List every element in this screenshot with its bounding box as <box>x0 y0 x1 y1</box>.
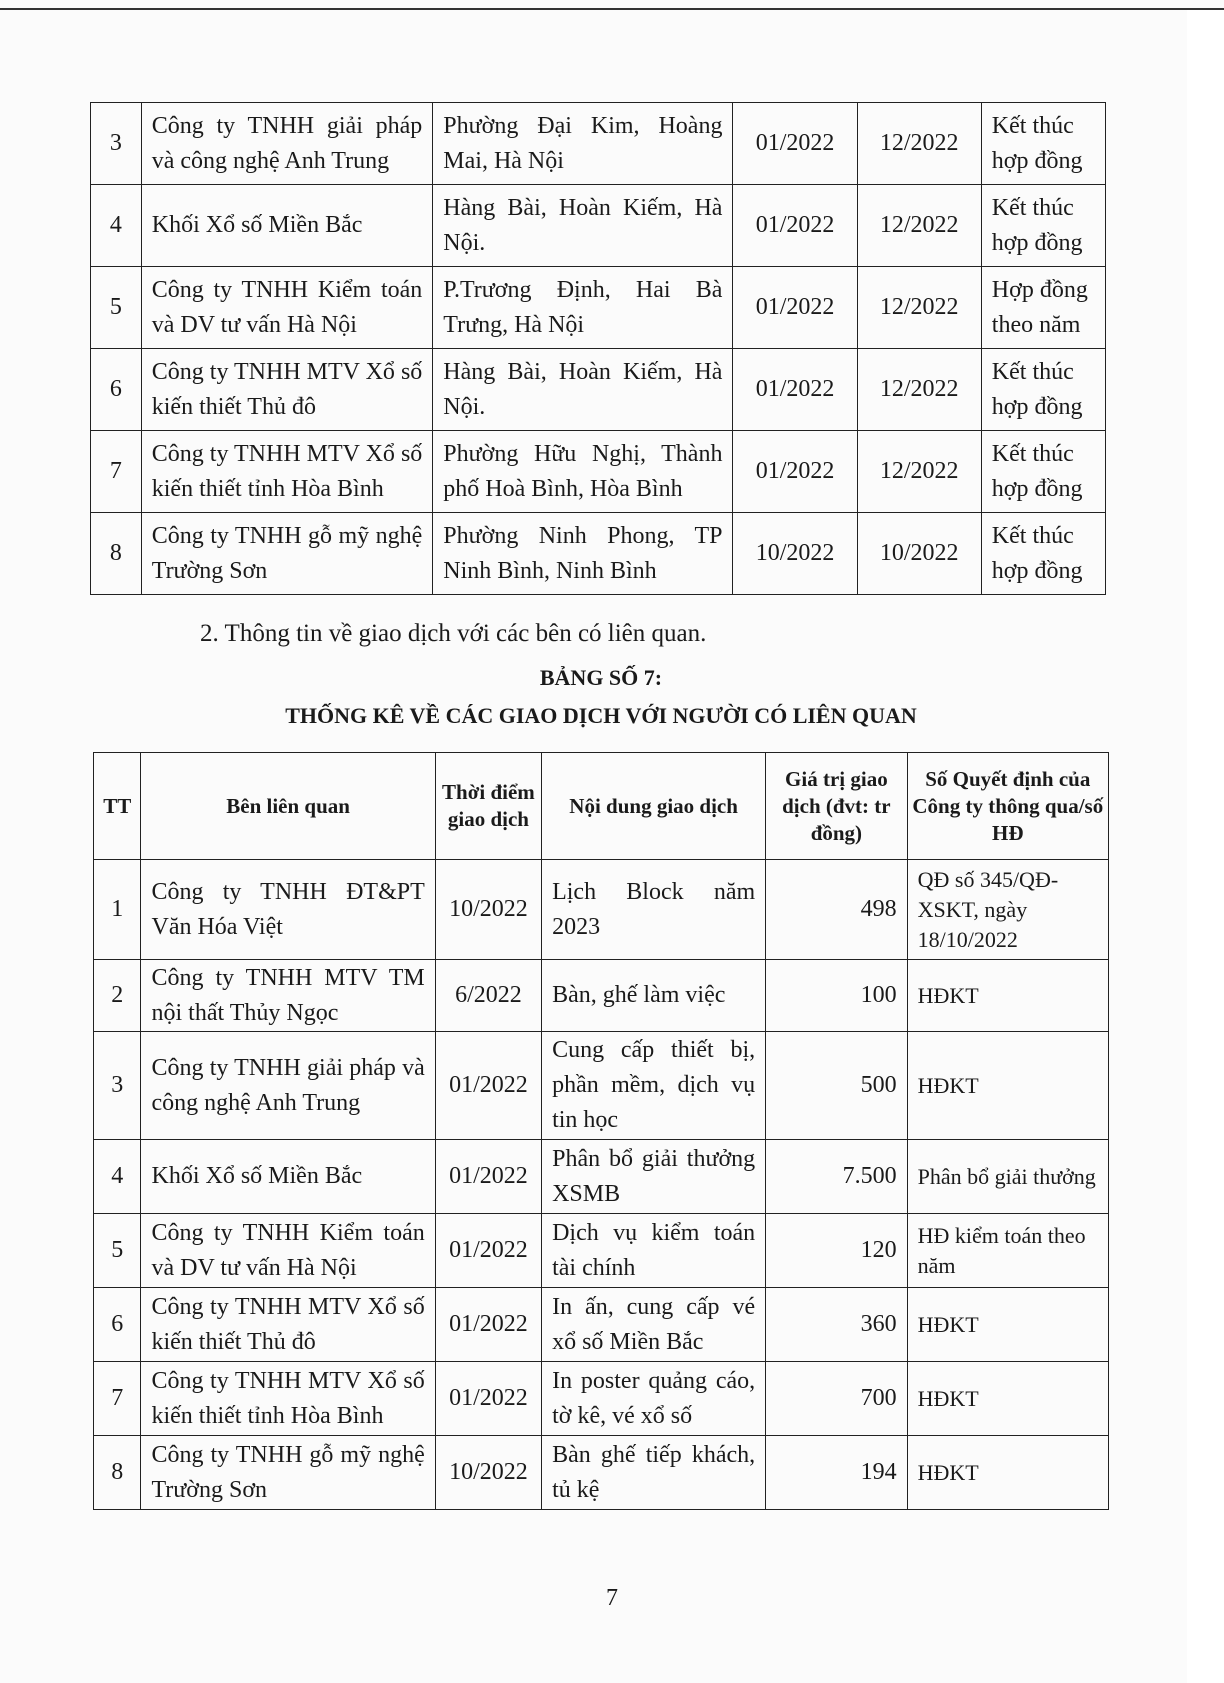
row-number: 8 <box>91 513 142 595</box>
status-note: Kết thúc hợp đồng <box>981 513 1105 595</box>
company-address: Phường Hữu Nghị, Thành phố Hoà Bình, Hòa Bình <box>433 431 733 513</box>
table-title: THỐNG KÊ VỀ CÁC GIAO DỊCH VỚI NGƯỜI CÓ LIÊN QUAN <box>285 703 917 728</box>
row-number: 7 <box>91 431 142 513</box>
related-party: Công ty TNHH MTV Xổ số kiến thiết tỉnh Hòa Bình <box>141 1362 435 1436</box>
table-row <box>94 960 1109 1032</box>
table-row <box>91 349 1106 431</box>
transaction-value: 100 <box>766 960 907 1032</box>
transaction-time: 01/2022 <box>435 1214 541 1288</box>
transaction-time: 01/2022 <box>435 1288 541 1362</box>
related-party: Công ty TNHH gỗ mỹ nghệ Trường Sơn <box>141 1436 435 1510</box>
company-name: Công ty TNHH giải pháp và công nghệ Anh Trung <box>141 103 433 185</box>
end-date: 12/2022 <box>857 431 981 513</box>
table-row <box>94 1214 1109 1288</box>
company-name: Công ty TNHH Kiểm toán và DV tư vấn Hà Nội <box>141 267 433 349</box>
transaction-value: 360 <box>766 1288 907 1362</box>
transaction-value: 500 <box>766 1032 907 1140</box>
table-row <box>91 267 1106 349</box>
page-number: 7 <box>606 1585 618 1611</box>
table-row <box>94 1436 1109 1510</box>
company-address: Phường Ninh Phong, TP Ninh Bình, Ninh Bình <box>433 513 733 595</box>
transaction-value: 120 <box>766 1214 907 1288</box>
related-party-transactions-table <box>93 752 1109 1510</box>
table-row <box>94 1032 1109 1140</box>
status-note: Hợp đồng theo năm <box>981 267 1105 349</box>
transaction-time: 10/2022 <box>435 860 541 960</box>
transaction-time: 6/2022 <box>435 960 541 1032</box>
row-number: 3 <box>91 103 142 185</box>
end-date: 12/2022 <box>857 185 981 267</box>
table-label: BẢNG SỐ 7: <box>539 665 663 690</box>
decision-ref: Phân bổ giải thưởng <box>907 1140 1108 1214</box>
transaction-content: Bàn, ghế làm việc <box>542 960 766 1032</box>
table-row <box>94 1362 1109 1436</box>
row-number: 6 <box>91 349 142 431</box>
start-date: 01/2022 <box>733 267 857 349</box>
transaction-content: Dịch vụ kiểm toán tài chính <box>542 1214 766 1288</box>
start-date: 01/2022 <box>733 431 857 513</box>
row-number: 6 <box>94 1288 141 1362</box>
row-number: 8 <box>94 1436 141 1510</box>
header-no: TT <box>94 753 141 860</box>
scan-edge <box>1187 10 1224 1683</box>
related-party: Công ty TNHH Kiểm toán và DV tư vấn Hà Nội <box>141 1214 435 1288</box>
row-number: 7 <box>94 1362 141 1436</box>
decision-ref: HĐKT <box>907 1288 1108 1362</box>
end-date: 12/2022 <box>857 267 981 349</box>
transaction-value: 7.500 <box>766 1140 907 1214</box>
related-party: Công ty TNHH MTV TM nội thất Thủy Ngọc <box>141 960 435 1032</box>
row-number: 4 <box>94 1140 141 1214</box>
start-date: 10/2022 <box>733 513 857 595</box>
transaction-content: In ấn, cung cấp vé xổ số Miền Bắc <box>542 1288 766 1362</box>
start-date: 01/2022 <box>733 185 857 267</box>
transaction-content: Lịch Block năm 2023 <box>542 860 766 960</box>
table-row <box>91 431 1106 513</box>
related-party: Công ty TNHH ĐT&PT Văn Hóa Việt <box>141 860 435 960</box>
company-address: Hàng Bài, Hoàn Kiếm, Hà Nội. <box>433 185 733 267</box>
row-number: 4 <box>91 185 142 267</box>
transaction-content: Bàn ghế tiếp khách, tủ kệ <box>542 1436 766 1510</box>
header-time: Thời điểm giao dịch <box>435 753 541 860</box>
transaction-time: 01/2022 <box>435 1032 541 1140</box>
row-number: 1 <box>94 860 141 960</box>
related-party: Khối Xổ số Miền Bắc <box>141 1140 435 1214</box>
transaction-content: Phân bổ giải thưởng XSMB <box>542 1140 766 1214</box>
decision-ref: HĐKT <box>907 1436 1108 1510</box>
status-note: Kết thúc hợp đồng <box>981 103 1105 185</box>
header-decision: Số Quyết định của Công ty thông qua/số HĐ <box>907 753 1108 860</box>
partners-table-continued <box>90 102 1106 595</box>
section-heading: 2. Thông tin về giao dịch với các bên có liên quan. <box>200 620 707 647</box>
table-row <box>94 1140 1109 1214</box>
company-address: Hàng Bài, Hoàn Kiếm, Hà Nội. <box>433 349 733 431</box>
transaction-content: Cung cấp thiết bị, phần mềm, dịch vụ tin học <box>542 1032 766 1140</box>
table-row <box>94 1288 1109 1362</box>
table-row <box>91 513 1106 595</box>
row-number: 5 <box>91 267 142 349</box>
transaction-value: 700 <box>766 1362 907 1436</box>
start-date: 01/2022 <box>733 349 857 431</box>
row-number: 2 <box>94 960 141 1032</box>
decision-ref: HĐKT <box>907 1362 1108 1436</box>
transaction-time: 01/2022 <box>435 1362 541 1436</box>
status-note: Kết thúc hợp đồng <box>981 349 1105 431</box>
status-note: Kết thúc hợp đồng <box>981 185 1105 267</box>
transaction-time: 10/2022 <box>435 1436 541 1510</box>
row-number: 5 <box>94 1214 141 1288</box>
transaction-time: 01/2022 <box>435 1140 541 1214</box>
end-date: 12/2022 <box>857 349 981 431</box>
start-date: 01/2022 <box>733 103 857 185</box>
table-row <box>91 103 1106 185</box>
header-content: Nội dung giao dịch <box>542 753 766 860</box>
company-address: P.Trương Định, Hai Bà Trưng, Hà Nội <box>433 267 733 349</box>
row-number: 3 <box>94 1032 141 1140</box>
table-header-row <box>94 753 1109 860</box>
transaction-value: 194 <box>766 1436 907 1510</box>
top-rule <box>0 8 1224 10</box>
table-row <box>91 185 1106 267</box>
company-address: Phường Đại Kim, Hoàng Mai, Hà Nội <box>433 103 733 185</box>
header-value: Giá trị giao dịch (đvt: tr đồng) <box>766 753 907 860</box>
related-party: Công ty TNHH MTV Xổ số kiến thiết Thủ đô <box>141 1288 435 1362</box>
end-date: 10/2022 <box>857 513 981 595</box>
company-name: Công ty TNHH MTV Xổ số kiến thiết Thủ đô <box>141 349 433 431</box>
transaction-value: 498 <box>766 860 907 960</box>
transaction-content: In poster quảng cáo, tờ kê, vé xổ số <box>542 1362 766 1436</box>
company-name: Công ty TNHH gỗ mỹ nghệ Trường Sơn <box>141 513 433 595</box>
company-name: Công ty TNHH MTV Xổ số kiến thiết tỉnh Hòa Bình <box>141 431 433 513</box>
end-date: 12/2022 <box>857 103 981 185</box>
decision-ref: HĐKT <box>907 960 1108 1032</box>
decision-ref: HĐKT <box>907 1032 1108 1140</box>
status-note: Kết thúc hợp đồng <box>981 431 1105 513</box>
header-party: Bên liên quan <box>141 753 435 860</box>
company-name: Khối Xổ số Miền Bắc <box>141 185 433 267</box>
table-row <box>94 860 1109 960</box>
decision-ref: QĐ số 345/QĐ-XSKT, ngày 18/10/2022 <box>907 860 1108 960</box>
decision-ref: HĐ kiểm toán theo năm <box>907 1214 1108 1288</box>
related-party: Công ty TNHH giải pháp và công nghệ Anh Trung <box>141 1032 435 1140</box>
